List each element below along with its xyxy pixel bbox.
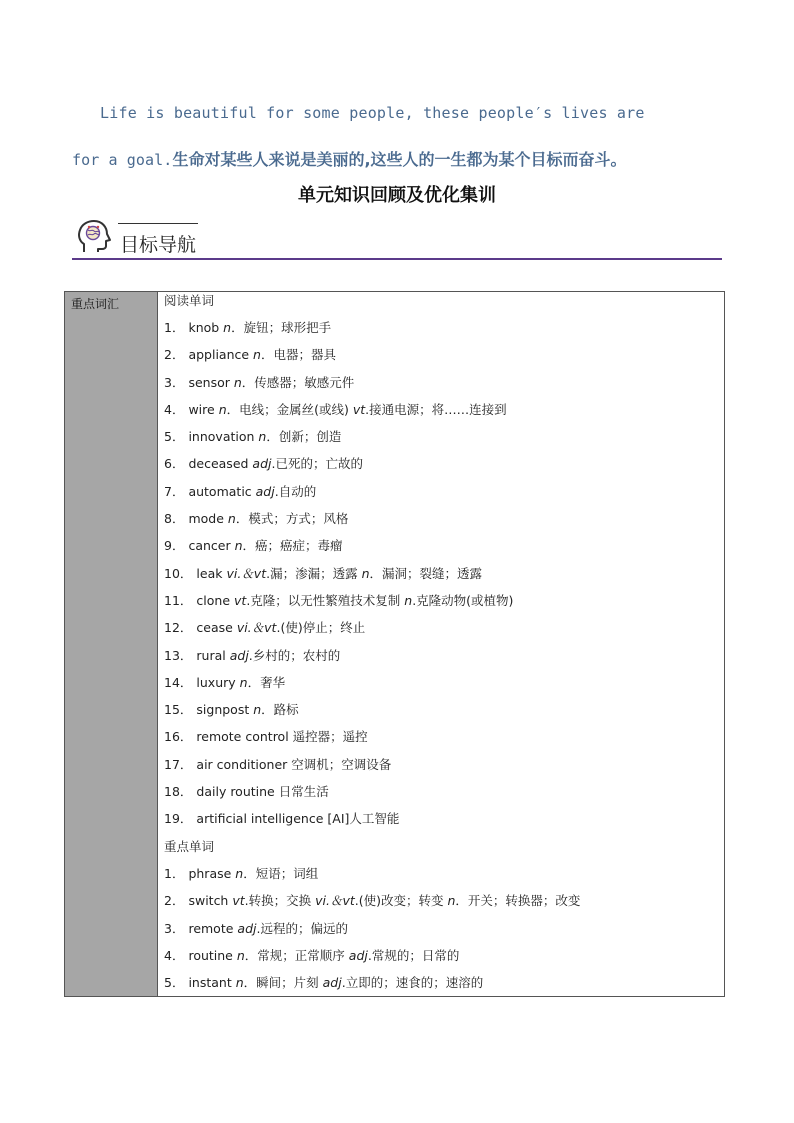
item-number: 1． <box>164 865 185 881</box>
quote-line-2 <box>72 147 722 170</box>
item-number: 8． <box>164 511 185 527</box>
list-item <box>164 314 718 341</box>
item-part-of-speech: adj <box>348 947 368 963</box>
list-item <box>164 723 718 750</box>
item-word: automatic <box>188 483 256 499</box>
item-part-of-speech: n <box>227 511 236 527</box>
list-item <box>164 614 718 641</box>
list-item <box>164 669 718 696</box>
brain-head-icon <box>74 218 112 256</box>
item-word: sensor <box>188 374 234 390</box>
item-word: cease <box>196 620 237 636</box>
item-number: 4． <box>164 947 185 963</box>
item-definition: ．短语；词组 <box>243 865 319 881</box>
item-part-of-speech: n <box>235 865 244 881</box>
item-number: 2． <box>164 347 185 363</box>
list-item <box>164 450 718 477</box>
target-navigation-header <box>72 216 722 260</box>
item-word: leak <box>196 565 227 581</box>
list-item <box>164 942 718 969</box>
item-part-of-speech: adj <box>322 975 342 991</box>
list-item <box>164 560 718 587</box>
table-label-cell: 重点词汇 <box>65 292 158 997</box>
item-number: 16． <box>164 729 193 745</box>
item-word: air conditioner <box>196 756 292 772</box>
item-number: 3． <box>164 374 185 390</box>
item-part-of-speech: n <box>361 565 370 581</box>
item-part-of-speech: vi.＆vt <box>315 893 355 909</box>
list-item <box>164 369 718 396</box>
item-definition: 遥控器；遥控 <box>292 729 368 745</box>
item-word: routine <box>188 947 237 963</box>
item-word: rural <box>196 647 230 663</box>
item-word: luxury <box>196 674 240 690</box>
item-definition: .远程的；偏远的 <box>256 920 348 936</box>
item-part-of-speech: adj <box>255 483 275 499</box>
item-number: 13． <box>164 647 193 663</box>
item-part-of-speech: n <box>447 893 456 909</box>
item-number: 12． <box>164 620 193 636</box>
list-item <box>164 751 718 778</box>
item-word: knob <box>188 320 224 335</box>
list-item <box>164 532 718 559</box>
vocabulary-table <box>64 291 725 997</box>
item-part-of-speech: n <box>253 347 261 363</box>
item-part-of-speech: n <box>236 947 245 963</box>
item-definition: .常规的；日常的 <box>367 947 460 963</box>
item-part-of-speech: vt <box>234 592 247 608</box>
item-definition: ．瞬间；片刻 <box>243 975 323 991</box>
item-word: phrase <box>188 865 236 881</box>
item-number: 7． <box>164 483 185 499</box>
item-part-of-speech: n <box>253 702 262 718</box>
item-definition: [AI]人工智能 <box>327 811 400 827</box>
item-word: remote control <box>196 729 293 745</box>
item-part-of-speech: adj <box>237 920 257 936</box>
item-definition: ．传感器；敏感元件 <box>241 374 355 390</box>
list-item <box>164 341 718 368</box>
item-definition: ．开关；转换器；改变 <box>455 893 581 909</box>
item-number: 2． <box>164 893 185 909</box>
list-item <box>164 778 718 805</box>
item-part-of-speech: adj <box>229 647 249 663</box>
item-definition: .乡村的；农村的 <box>248 647 341 663</box>
item-number: 4． <box>164 401 185 417</box>
quote-line-2-chinese: 生命对某些人来说是美丽的,这些人的一生都为某个目标而奋斗。 <box>172 150 627 169</box>
item-definition: 日常生活 <box>278 784 329 800</box>
item-word: instant <box>188 975 236 991</box>
item-part-of-speech: vt <box>352 401 366 417</box>
item-definition: .立即的；速食的；速溶的 <box>341 975 484 991</box>
item-number: 10． <box>164 565 193 581</box>
item-definition: 空调机；空调设备 <box>291 756 392 772</box>
item-number: 11． <box>164 592 193 608</box>
list-item <box>164 505 718 532</box>
item-word: remote <box>188 920 238 936</box>
item-definition: ．路标 <box>261 702 299 718</box>
item-number: 9． <box>164 538 185 554</box>
section-heading: 阅读单词 <box>164 293 215 308</box>
item-number: 1． <box>164 320 185 335</box>
item-definition: .接通电源；将……连接到 <box>365 401 507 417</box>
list-item <box>164 805 718 832</box>
item-part-of-speech: n <box>258 429 267 445</box>
item-definition: .自动的 <box>274 483 317 499</box>
item-word: mode <box>188 511 228 527</box>
item-word: signpost <box>196 702 254 718</box>
page-title: 单元知识回顾及优化集训 <box>298 185 496 206</box>
list-item <box>164 423 718 450</box>
item-definition: .克隆；以无性繁殖技术复制 <box>246 592 405 608</box>
item-number: 3． <box>164 920 185 936</box>
item-definition: .(使)停止；终止 <box>276 620 366 636</box>
item-definition: ．电线；金属丝(或线) <box>226 401 353 417</box>
item-number: 19． <box>164 811 193 827</box>
list-item <box>164 887 718 914</box>
list-item <box>164 642 718 669</box>
item-word: appliance <box>188 347 254 363</box>
list-item <box>164 478 718 505</box>
item-part-of-speech: vi.＆vt <box>226 565 267 581</box>
item-number: 14． <box>164 674 193 690</box>
item-definition: .已死的；亡故的 <box>271 456 363 472</box>
item-definition: .转换；交换 <box>244 893 316 909</box>
item-part-of-speech: n <box>233 374 242 390</box>
section-heading: 重点单词 <box>164 838 215 854</box>
item-number: 18． <box>164 784 193 800</box>
item-part-of-speech: adj <box>252 456 272 472</box>
nav-divider <box>72 258 722 260</box>
item-definition: .漏；渗漏；透露 <box>266 565 362 581</box>
table-content-cell <box>158 292 725 997</box>
nav-title-overline <box>118 223 198 224</box>
item-definition: ．奢华 <box>247 674 286 690</box>
item-definition: .克隆动物(或植物) <box>412 592 514 608</box>
item-word: innovation <box>188 429 259 445</box>
item-number: 5． <box>164 429 185 445</box>
quote-line-2-english: for a goal. <box>72 151 173 169</box>
list-item <box>164 969 718 996</box>
item-definition: ．创新；创造 <box>266 429 342 445</box>
list-item <box>164 587 718 614</box>
item-word: wire <box>188 401 219 417</box>
item-definition: ．常规；正常顺序 <box>244 947 349 963</box>
list-item <box>164 396 718 423</box>
list-item <box>164 860 718 887</box>
item-word: cancer <box>188 538 235 554</box>
item-number: 15． <box>164 702 193 718</box>
item-part-of-speech: n <box>239 674 248 690</box>
item-part-of-speech: n <box>218 401 227 417</box>
item-number: 17． <box>164 756 193 772</box>
vocabulary-list <box>164 292 718 996</box>
item-definition: ．癌；癌症；毒瘤 <box>242 538 343 554</box>
item-word: clone <box>196 592 234 608</box>
item-part-of-speech: n <box>404 592 413 608</box>
item-word: daily routine <box>196 784 279 800</box>
item-part-of-speech: vt <box>232 893 245 909</box>
item-number: 6． <box>164 456 185 472</box>
item-word: switch <box>188 893 233 909</box>
item-definition: ．电器；器具 <box>260 347 336 363</box>
item-word: deceased <box>188 456 253 472</box>
item-word: artificial intelligence <box>196 811 328 827</box>
item-definition: ．漏洞；裂缝；透露 <box>369 565 483 581</box>
list-item <box>164 696 718 723</box>
quote-line-1: Life is beautiful for some people, these people′s lives are <box>100 104 645 122</box>
item-part-of-speech: n <box>235 975 244 991</box>
list-item <box>164 915 718 942</box>
item-definition: .(使)改变；转变 <box>354 893 448 909</box>
item-number: 5． <box>164 975 185 991</box>
item-part-of-speech: vi.＆vt <box>236 620 277 636</box>
item-definition: ．旋钮；球形把手 <box>231 320 332 335</box>
item-part-of-speech: n <box>223 320 232 335</box>
nav-title: 目标导航 <box>120 234 197 256</box>
item-part-of-speech: n <box>234 538 243 554</box>
item-definition: ．模式；方式；风格 <box>235 511 349 527</box>
